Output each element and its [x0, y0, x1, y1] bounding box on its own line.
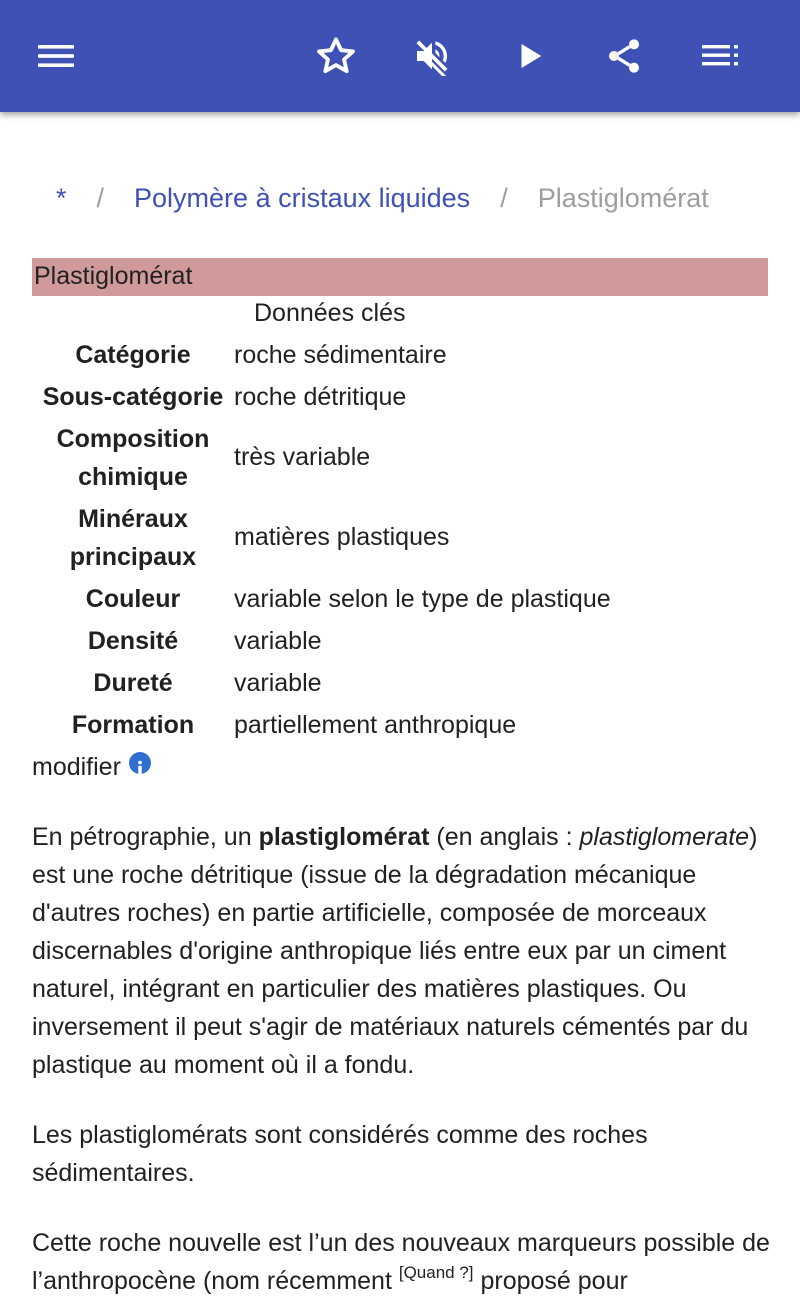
share-button[interactable]	[596, 28, 652, 84]
infobox-value: très variable	[234, 443, 371, 471]
infobox-label: Dureté	[93, 669, 173, 697]
app-toolbar	[0, 0, 800, 112]
breadcrumb-parent-link[interactable]: Polymère à cristaux liquides	[134, 182, 471, 213]
volume-off-icon	[412, 36, 452, 76]
infobox-row	[32, 580, 768, 618]
infobox-subtitle: Données clés	[254, 299, 406, 327]
infobox-value: roche sédimentaire	[234, 341, 447, 369]
hamburger-menu-icon	[36, 41, 76, 71]
infobox-row	[32, 378, 768, 416]
breadcrumb-separator: /	[500, 182, 508, 213]
menu-button[interactable]	[28, 28, 84, 84]
infobox-row	[32, 420, 768, 496]
infobox-label: Couleur	[85, 585, 181, 613]
article-paragraph	[32, 1224, 772, 1300]
paragraph-text: (en anglais :	[429, 823, 580, 851]
info-icon[interactable]	[129, 752, 151, 774]
breadcrumb	[56, 178, 709, 218]
infobox-value: variable	[234, 627, 322, 655]
infobox-label: Minéraux principaux	[69, 505, 197, 571]
infobox-row	[32, 664, 768, 702]
infobox-footer	[32, 748, 151, 786]
breadcrumb-current: Plastiglomérat	[537, 182, 709, 213]
infobox-label: Densité	[87, 627, 179, 655]
infobox-value: matières plastiques	[234, 523, 450, 551]
paragraph-text: proposé pour	[473, 1267, 628, 1295]
infobox-value: partiellement anthropique	[234, 711, 517, 739]
mute-button[interactable]	[404, 28, 460, 84]
infobox-value: variable	[234, 669, 322, 697]
infobox-value: roche détritique	[234, 383, 407, 411]
infobox-title: Plastiglomérat	[32, 258, 768, 296]
play-button[interactable]	[502, 28, 558, 84]
infobox-label: Sous-catégorie	[42, 383, 224, 411]
infobox-label: Catégorie	[75, 341, 191, 369]
infobox-row	[32, 336, 768, 374]
breadcrumb-home-link[interactable]: *	[56, 182, 67, 213]
breadcrumb-separator: /	[96, 182, 105, 213]
favorite-button[interactable]	[308, 28, 364, 84]
paragraph-text: ) est une roche détritique (issue de la dégradation mécanique d'autres roches) en partie artificielle, composée de morceaux discernables d'origine anthropique liés entre eux par un ciment naturel, intégrant en particulier des matières plastiques. Ou inversement il peut s'agir de matériaux naturels cémentés par du plastique au moment où il a fondu.	[32, 823, 758, 1079]
article-paragraph: Les plastiglomérats sont considérés comme des roches sédimentaires.	[32, 1121, 648, 1187]
citation-needed-link[interactable]: [Quand ?]	[398, 1262, 474, 1282]
infobox-row	[32, 706, 768, 744]
star-outline-icon	[315, 35, 357, 77]
infobox-label: Composition chimique	[56, 425, 210, 491]
article-term-italic: plastiglomerate	[579, 823, 750, 851]
infobox-row	[32, 500, 768, 576]
play-icon	[513, 39, 547, 73]
contents-button[interactable]	[692, 28, 748, 84]
share-icon	[604, 36, 644, 76]
article-term-bold: plastiglomérat	[258, 823, 430, 851]
infobox-value: variable selon le type de plastique	[234, 585, 611, 613]
infobox-row	[32, 622, 768, 660]
modifier-link[interactable]: modifier	[32, 753, 121, 781]
paragraph-text: En pétrographie, un	[32, 823, 259, 851]
infobox-label: Formation	[71, 711, 195, 739]
paragraph-text: Cette roche nouvelle est l’un des nouveaux marqueurs possible de l’anthropocène (nom récemment	[32, 1229, 770, 1295]
list-icon	[700, 41, 740, 71]
article-paragraph	[32, 818, 772, 1084]
